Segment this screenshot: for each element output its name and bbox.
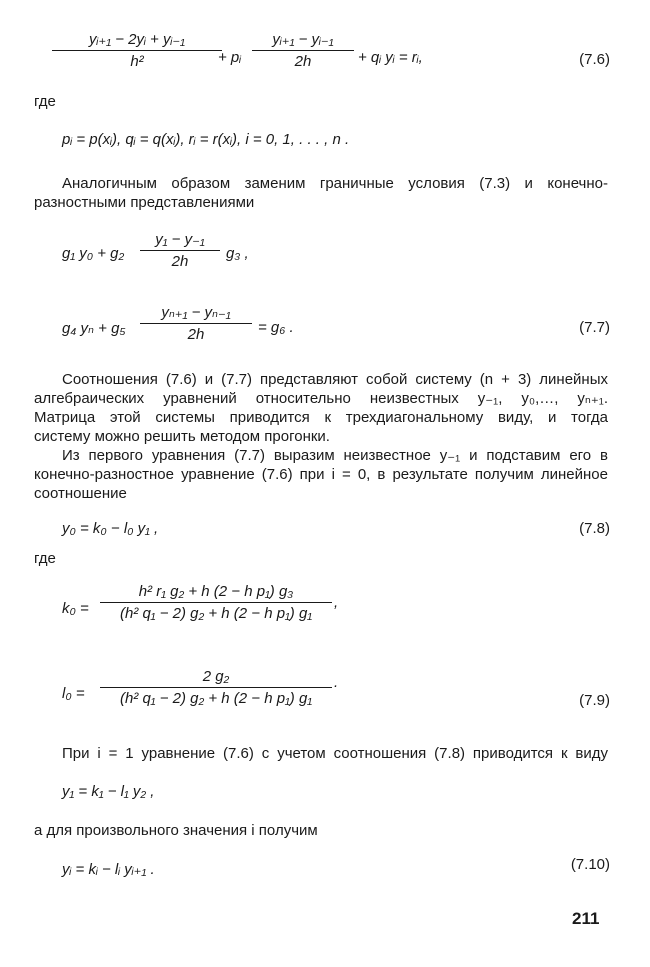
para1-line2: разностными представлениями [34, 194, 255, 211]
eq76-frac1-numerator: yᵢ₊₁ − 2yᵢ + yᵢ₋₁ [89, 31, 185, 48]
para4: При i = 1 уравнение (7.6) с учетом соотношения (7.8) приводится к виду [62, 745, 608, 762]
where-label-2: где [34, 550, 56, 567]
where-label-1: где [34, 93, 56, 110]
eq-y1: y₁ = k₁ − l₁ y₂ , [62, 783, 155, 800]
eq77-number: (7.7) [579, 319, 610, 336]
eq78: y₀ = k₀ − l₀ y₁ , [62, 520, 159, 537]
para2-line2: алгебраических уравнений относительно неизвестных y₋₁, y₀,…, yₙ₊₁. [34, 390, 608, 407]
para3-line3: соотношение [34, 485, 127, 502]
definitions-line: pᵢ = p(xᵢ), qᵢ = q(xᵢ), rᵢ = r(xᵢ), i = 0, 1, . . . , n . [62, 131, 350, 148]
k0-fraction [100, 583, 332, 622]
eq79-number: (7.9) [579, 692, 610, 709]
bc2-fraction [140, 303, 252, 343]
bc2-lead: g₄ yₙ + g₅ [62, 320, 126, 337]
eq710: yᵢ = kᵢ − lᵢ yᵢ₊₁ . [62, 861, 155, 878]
l0-denominator: (h² q₁ − 2) g₂ + h (2 − h p₁) g₁ [100, 687, 332, 707]
k0-tail: , [334, 594, 339, 611]
eq76-tail: + qᵢ yᵢ = rᵢ, [358, 49, 423, 66]
bc1-lead: g₁ y₀ + g₂ [62, 245, 125, 262]
para3-line2: конечно-разностное уравнение (7.6) при i = 0, в результате получим линейное [34, 466, 608, 483]
eq76-fraction-1 [52, 30, 222, 70]
l0-lhs: l₀ = [62, 685, 85, 702]
eq78-number: (7.8) [579, 520, 610, 537]
page-number: 211 [572, 909, 600, 928]
eq76-number: (7.6) [579, 51, 610, 68]
bc1-numerator: y₁ − y₋₁ [155, 231, 205, 248]
bc1-tail: g₃ , [226, 245, 249, 262]
para1-line1: Аналогичным образом заменим граничные условия (7.3) и конечно- [62, 175, 608, 192]
bc1-fraction [140, 230, 220, 270]
k0-lhs: k₀ = [62, 600, 89, 617]
para2-line3: Матрица этой системы приводится к трехдиагональному виду, и тогда [34, 409, 608, 426]
bc2-denominator: 2h [140, 323, 252, 343]
para2-line4: систему можно решить методом прогонки. [34, 428, 330, 445]
l0-tail: . [334, 674, 339, 691]
bc2-tail: = g₆ . [258, 319, 294, 336]
bc2-numerator: yₙ₊₁ − yₙ₋₁ [161, 304, 231, 321]
l0-fraction [100, 668, 332, 707]
l0-numerator: 2 g₂ [202, 668, 230, 685]
eq76-frac1-denominator: h² [52, 50, 222, 70]
bc1-denominator: 2h [140, 250, 220, 270]
eq76-plus-p: + pᵢ [218, 49, 242, 66]
eq76-frac2-numerator: yᵢ₊₁ − yᵢ₋₁ [272, 31, 334, 48]
k0-numerator: h² r₁ g₂ + h (2 − h p₁) g₃ [138, 583, 294, 600]
eq76-frac2-denominator: 2h [252, 50, 354, 70]
eq76-fraction-2 [252, 30, 354, 70]
para5: а для произвольного значения i получим [34, 822, 318, 839]
para3-line1: Из первого уравнения (7.7) выразим неизвестное y₋₁ и подставим его в [62, 447, 608, 464]
eq710-number: (7.10) [570, 856, 610, 873]
para2-line1: Соотношения (7.6) и (7.7) представляют собой систему (n + 3) линейных [62, 371, 608, 388]
k0-denominator: (h² q₁ − 2) g₂ + h (2 − h p₁) g₁ [100, 602, 332, 622]
